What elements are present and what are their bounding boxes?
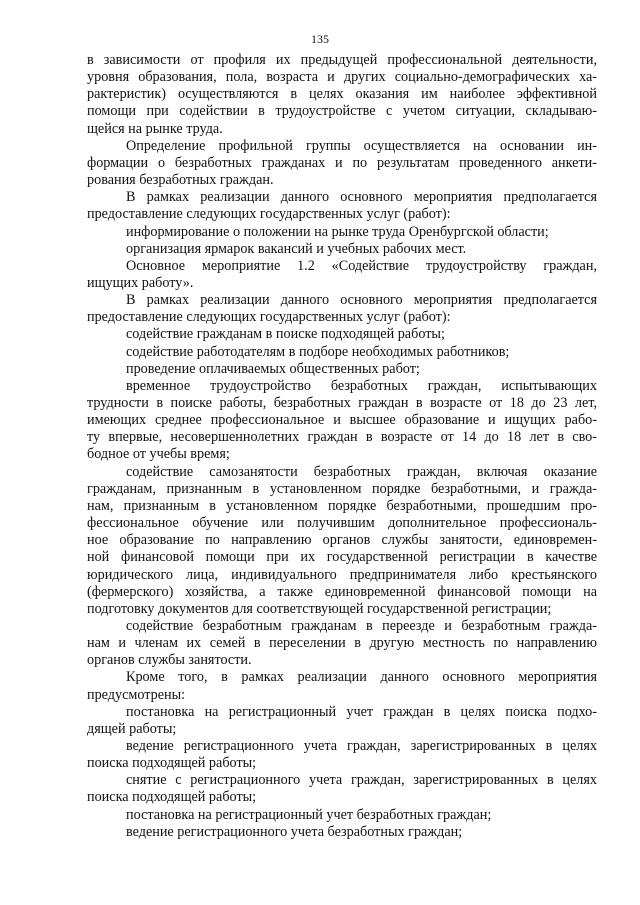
text-line: организация ярмарок вакансий и учебных рабочих мест. [126,240,467,257]
text-line: предоставление следующих государственных услуг (работ): [87,309,451,326]
text-line: (фермерского) хозяйства, а также единовременной финансовой помощи на [87,583,597,600]
text-line: помощи при содействии в трудоустройстве с учетом ситуации, складываю- [87,103,597,120]
page-number: 135 [311,32,329,46]
text-line: органов службы занятости. [87,652,252,669]
text-line: снятие с регистрационного учета граждан, зарегистрированных в целях [126,772,597,789]
text-line: постановка на регистрационный учет граждан в целях поиска подхо- [126,703,597,720]
text-line: информирование о положении на рынке труда Оренбургской области; [126,223,549,240]
text-line: подготовку документов для соответствующей государственной регистрации; [87,600,552,617]
text-line: Основное мероприятие 1.2 «Содействие трудоустройству граждан, [126,257,597,274]
text-line: гражданам, признанным в установленном порядке безработными, и гражда- [87,480,597,497]
text-line: трудности в поиске работы, безработных граждан в возрасте от 18 до 23 лет, [87,395,597,411]
text-line: поиска подходящей работы; [87,755,257,772]
text-line: ведение регистрационного учета безработных граждан; [126,823,463,840]
text-line: содействие работодателям в подборе необходимых работников; [126,343,510,360]
text-line: фессиональное обучение или получившим дополнительное профессиональ- [87,515,597,531]
text-line: ищущих работу». [87,274,194,291]
text-line: постановка на регистрационный учет безработных граждан; [126,806,492,823]
text-line: щейся на рынке труда. [87,120,223,137]
text-line: содействие гражданам в поиске подходящей работы; [126,326,445,343]
text-line: В рамках реализации данного основного мероприятия предполагается [126,292,597,309]
text-line: Кроме того, в рамках реализации данного основного мероприятия [126,669,597,686]
text-line: поиска подходящей работы; [87,789,257,806]
text-line: временное трудоустройство безработных граждан, испытывающих [126,377,597,394]
text-line: имеющих среднее профессиональное и высшее образование и ищущих рабо- [87,412,597,429]
text-line: Определение профильной группы осуществляется на основании ин- [126,137,597,154]
text-line: рактеристик) осуществляются в целях оказания им наиболее эффективной [87,86,597,103]
text-line: бодное от учебы время; [87,446,230,463]
text-line: в зависимости от профиля их предыдущей профессиональной деятельности, [87,52,597,68]
text-line: ведение регистрационного учета граждан, зарегистрированных в целях [126,738,597,754]
text-line: проведение оплачиваемых общественных работ; [126,360,420,377]
text-line: ной финансовой помощи при их государственной регистрации в качестве [87,549,597,566]
text-line: ту впервые, несовершеннолетних граждан в возрасте от 14 до 18 лет в сво- [87,429,597,446]
text-line: уровня образования, пола, возраста и других социально-демографических ха- [87,69,597,86]
text-line: содействие самозанятости безработных граждан, включая оказание [126,463,597,480]
text-line: предоставление следующих государственных услуг (работ): [87,206,451,223]
text-line: юридического лица, индивидуального предпринимателя либо крестьянского [87,566,597,583]
text-line: В рамках реализации данного основного мероприятия предполагается [126,189,597,206]
text-line: рования безработных граждан. [87,172,274,188]
text-line: нам и членам их семей в переселении в другую местность по направлению [87,635,597,652]
text-line: ное образование по направлению органов службы занятости, единовремен- [87,532,597,549]
text-line: предусмотрены: [87,686,186,703]
text-line: содействие безработным гражданам в переезде и безработным гражда- [126,617,597,634]
text-line: формации о безработных гражданах и по результатам проведенного анкети- [87,154,597,171]
text-line: дящей работы; [87,720,177,737]
text-line: нам, признанным в установленном порядке безработными, прошедшим про- [87,497,597,514]
